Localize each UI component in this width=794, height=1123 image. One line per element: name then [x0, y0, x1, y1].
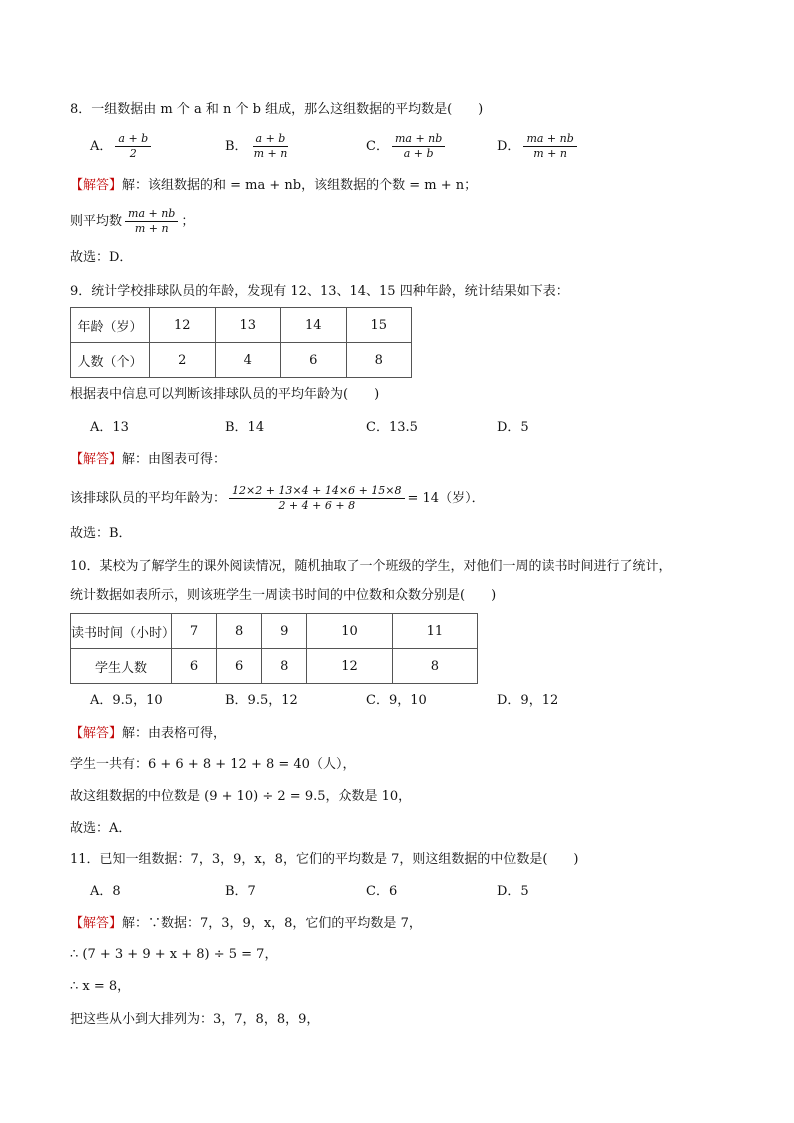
q10-stem-line2: 统计数据如表所示，则该班学生一周读书时间的中位数和众数分别是( ) [70, 588, 497, 603]
q11-solution-line1: 【解答】解：∵数据：7，3，9，x，8，它们的平均数是 7， [70, 916, 422, 931]
q10-reading-table [70, 613, 478, 684]
q9-answer: 故选：B． [70, 526, 132, 541]
q10-option-b: B．9.5，12 [225, 693, 298, 708]
table-cell: 9 [262, 614, 307, 649]
table-cell: 年龄（岁） [71, 308, 150, 343]
table-cell: 7 [172, 614, 217, 649]
table-cell: 10 [307, 614, 392, 649]
table-cell: 4 [215, 343, 281, 378]
q9-question: 根据表中信息可以判断该排球队员的平均年龄为( ) [70, 387, 380, 402]
table-cell: 8 [217, 614, 262, 649]
table-row [71, 308, 412, 343]
q9-solution-line2: 该排球队员的平均年龄为： $\frac{12\times 2 + 13\times 4 + 14\times 6 + 15\times 8}{2 + 4 + 6 + 8}$ = 14（岁）． [70, 484, 485, 512]
table-cell: 14 [281, 308, 347, 343]
q10-solution-line2: 学生一共有：6 + 6 + 8 + 12 + 8 = 40（人）， [70, 757, 356, 772]
table-cell: 2 [150, 343, 216, 378]
q8-solution-line1: 【解答】解：该组数据的和 = ma + nb，该组数据的个数 = m + n； [70, 178, 478, 193]
q8-stem: 8．一组数据由 m 个 a 和 n 个 b 组成，那么这组数据的平均数是( ) [70, 102, 484, 117]
q10-solution-line3: 故这组数据的中位数是 (9 + 10) ÷ 2 = 9.5，众数是 10， [70, 789, 412, 804]
solution-tag: 【解答】 [70, 726, 123, 741]
table-cell: 12 [150, 308, 216, 343]
q10-option-d: D．9，12 [497, 693, 559, 708]
table-cell: 11 [392, 614, 477, 649]
q9-age-table [70, 307, 412, 378]
q9-option-c: C．13.5 [366, 420, 418, 435]
table-cell: 15 [346, 308, 412, 343]
table-cell: 8 [346, 343, 412, 378]
q9-option-b: B．14 [225, 420, 265, 435]
q11-option-a: A．8 [90, 884, 121, 899]
q11-solution-line2: ∴ (7 + 3 + 9 + x + 8) ÷ 5 = 7， [70, 947, 278, 962]
table-cell: 8 [262, 649, 307, 684]
q9-stem: 9．统计学校排球队员的年龄，发现有 12、13、14、15 四种年龄，统计结果如下表： [70, 284, 569, 299]
solution-tag: 【解答】 [70, 452, 123, 467]
table-cell: 12 [307, 649, 392, 684]
q10-option-a: A．9.5，10 [90, 693, 163, 708]
q9-option-d: D．5 [497, 420, 529, 435]
table-row [71, 343, 412, 378]
q11-option-d: D．5 [497, 884, 529, 899]
q9-solution-line1: 【解答】解：由图表可得： [70, 452, 227, 467]
table-cell: 6 [172, 649, 217, 684]
q11-solution-line3: ∴ x = 8， [70, 979, 131, 994]
q8-answer: 故选：D． [70, 250, 133, 265]
q11-stem: 11．已知一组数据：7，3，9，x，8，它们的平均数是 7，则这组数据的中位数是( ) [70, 852, 579, 867]
table-cell: 6 [217, 649, 262, 684]
q8-solution-line2: 则平均数 $\frac{ma + nb}{m + n}$ ； [70, 207, 195, 235]
table-cell: 8 [392, 649, 477, 684]
solution-tag: 【解答】 [70, 916, 123, 931]
q8-option-a: A． $\frac{a + b}{2}$ [90, 132, 154, 161]
table-cell: 6 [281, 343, 347, 378]
q8-option-d: D． $\frac{ma + nb}{m + n}$ [497, 132, 580, 161]
q10-stem-line1: 10．某校为了解学生的课外阅读情况，随机抽取了一个班级的学生，对他们一周的读书时间进行了统计， [70, 559, 672, 574]
q11-option-c: C．6 [366, 884, 398, 899]
table-row [71, 649, 478, 684]
q8-option-c: C． $\frac{ma + nb}{a + b}$ [366, 132, 448, 161]
q11-solution-line4: 把这些从小到大排列为：3，7，8，8，9， [70, 1012, 320, 1027]
table-cell: 人数（个） [71, 343, 150, 378]
solution-tag: 【解答】 [70, 178, 123, 193]
table-cell: 读书时间（小时） [71, 614, 172, 649]
q10-solution-line1: 【解答】解：由表格可得， [70, 726, 227, 741]
q9-option-a: A．13 [90, 420, 129, 435]
q10-answer: 故选：A． [70, 821, 132, 836]
q8-option-b: B． $\frac{a + b}{m + n}$ [225, 132, 288, 160]
table-cell: 13 [215, 308, 281, 343]
table-row [71, 614, 478, 649]
q10-option-c: C．9，10 [366, 693, 427, 708]
q11-option-b: B．7 [225, 884, 256, 899]
table-cell: 学生人数 [71, 649, 172, 684]
